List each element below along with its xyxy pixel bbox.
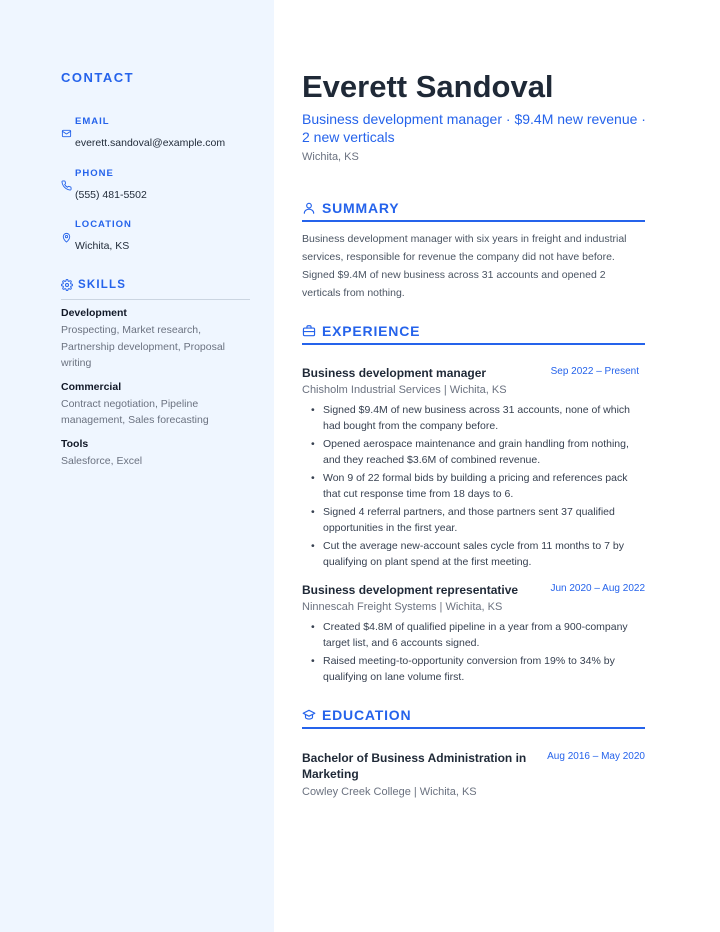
location-value: Wichita, KS: [75, 240, 130, 252]
contact-heading: CONTACT: [61, 70, 135, 85]
job-organization: Chisholm Industrial Services | Wichita, KS: [302, 383, 507, 396]
school-name: Cowley Creek College | Wichita, KS: [302, 785, 477, 798]
education-header: [302, 750, 645, 782]
summary-heading: SUMMARY: [322, 199, 400, 216]
education-heading: EDUCATION: [322, 706, 412, 723]
skill-category: Development: [61, 307, 127, 319]
skills-heading-row: [61, 277, 250, 292]
education-entry: [302, 750, 645, 799]
sidebar: [0, 0, 274, 932]
skill-items: Salesforce, Excel: [61, 454, 143, 467]
bullet-item: • Signed $9.4M of new business across 31 accounts, none of which had bought from the company before.: [302, 402, 645, 434]
summary-text: Business development manager with six years in freight and industrial services, responsible for revenue the company did not have before. Signed $9.4M of new business across 31 accounts and opened 2 verticals from nothing.: [302, 232, 627, 299]
education-dates: Aug 2016 – May 2020: [547, 750, 645, 762]
education-section: [302, 706, 645, 799]
summary-heading-row: [302, 199, 645, 216]
phone-icon: [61, 180, 72, 191]
job-organization: Ninnescah Freight Systems | Wichita, KS: [302, 600, 503, 613]
skill-group: [61, 437, 250, 470]
job-bullets: [302, 402, 645, 570]
divider: [61, 299, 250, 300]
skill-items: Prospecting, Market research, Partnership development, Proposal writing: [61, 324, 226, 369]
job-bullets: [302, 619, 645, 685]
header-location: Wichita, KS: [302, 151, 359, 163]
email-value[interactable]: everett.sandoval@example.com: [75, 137, 226, 149]
skills-heading: SKILLS: [78, 278, 127, 291]
user-icon: [302, 201, 316, 215]
phone-label: PHONE: [75, 168, 114, 179]
skill-group: [61, 380, 250, 429]
skill-category: Tools: [61, 437, 89, 450]
tagline: Business development manager · $9.4M new revenue · 2 new verticals: [302, 111, 646, 145]
graduation-cap-icon: [302, 708, 316, 722]
skills-section: [61, 277, 250, 469]
job-header: [302, 365, 645, 381]
degree-title: Bachelor of Business Administration in Marketing: [302, 750, 527, 781]
skill-group: [61, 306, 250, 372]
bullet-item: • Created $4.8M of qualified pipeline in a year from a 900-company target list, and 6 accounts signed.: [302, 619, 645, 651]
job-entry: [302, 365, 645, 570]
location-label: LOCATION: [75, 219, 132, 230]
experience-heading: EXPERIENCE: [322, 322, 421, 339]
bullet-item: • Won 9 of 22 formal bids by building a pricing and references pack that cut response time from 18 days to 6.: [302, 470, 645, 502]
mail-icon: [61, 128, 72, 139]
job-title: Business development representative: [302, 582, 519, 597]
gear-icon: [61, 279, 73, 291]
bullet-item: • Signed 4 referral partners, and those partners sent 37 qualified opportunities in the first year.: [302, 504, 645, 536]
job-title: Business development manager: [302, 365, 487, 380]
summary-section: [302, 199, 645, 302]
job-header: [302, 582, 645, 598]
job-dates: Jun 2020 – Aug 2022: [550, 582, 645, 594]
email-label: EMAIL: [75, 116, 110, 127]
bullet-item: • Cut the average new-account sales cycle from 11 months to 7 by qualifying on plant spend at the first meeting.: [302, 538, 645, 570]
briefcase-icon: [302, 324, 316, 338]
phone-value[interactable]: (555) 481-5502: [75, 189, 147, 201]
candidate-name: Everett Sandoval: [302, 69, 554, 104]
section-divider: [302, 220, 645, 222]
bullet-item: • Opened aerospace maintenance and grain handling from nothing, and they reached $3.6M of combined revenue.: [302, 436, 645, 468]
skill-category: Commercial: [61, 380, 122, 393]
job-dates: Sep 2022 – Present: [550, 365, 639, 377]
experience-section: [302, 322, 645, 687]
section-divider: [302, 727, 645, 729]
education-heading-row: [302, 706, 645, 723]
bullet-item: • Raised meeting-to-opportunity conversion from 19% to 34% by qualifying on lane volume first.: [302, 653, 645, 685]
map-pin-icon: [61, 232, 72, 243]
experience-heading-row: [302, 322, 645, 339]
section-divider: [302, 343, 645, 345]
job-entry: [302, 582, 645, 685]
skill-items: Contract negotiation, Pipeline management, Sales forecasting: [61, 397, 209, 426]
